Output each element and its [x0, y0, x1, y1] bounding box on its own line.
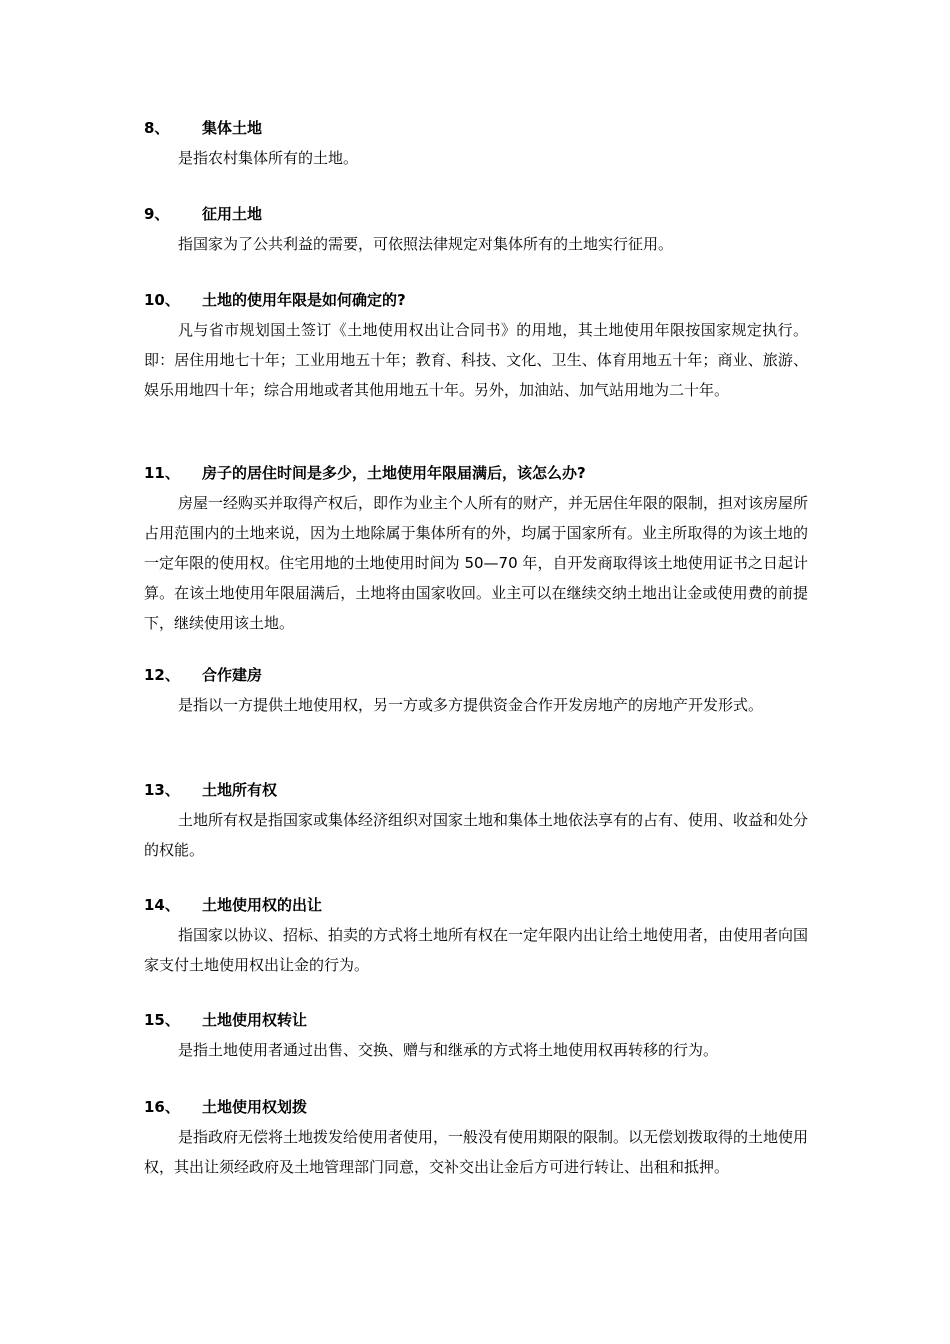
- section-body: 是指以一方提供土地使用权，另一方或多方提供资金合作开发房地产的房地产开发形式。: [178, 696, 764, 714]
- section-heading: [144, 775, 808, 805]
- section-14: [144, 890, 808, 980]
- section-heading: [144, 285, 808, 315]
- section-title: 土地使用权划拨: [202, 1098, 308, 1116]
- section-heading: [144, 1092, 808, 1122]
- section-body: 指国家以协议、招标、拍卖的方式将土地所有权在一定年限内出让给土地使用者，由使用者向国家支付土地使用权出让金的行为。: [144, 926, 809, 974]
- section-title: 房子的居住时间是多少，土地使用年限届满后，该怎么办?: [202, 464, 586, 482]
- section-number: 10、: [144, 291, 180, 309]
- section-13: [144, 775, 808, 865]
- section-body: 房屋一经购买并取得产权后，即作为业主个人所有的财产，并无居住年限的限制，担对该房屋所占用范围内的土地来说，因为土地除属于集体所有的外，均属于国家所有。业主所取得的为该土地的一定年限的使用权。住宅用地的土地使用时间为 50—70 年，自开发商取得该土地使用证书之日起计算。在该土地使用年限届满后，土地将由国家收回。业主可以在继续交纳土地出让金或使用费的前提下，继续使用该土地。: [144, 494, 809, 632]
- section-number: 12、: [144, 666, 180, 684]
- section-title: 土地所有权: [202, 781, 278, 799]
- section-body: 指国家为了公共利益的需要，可依照法律规定对集体所有的土地实行征用。: [178, 235, 674, 253]
- section-11: [144, 458, 808, 638]
- section-heading: [144, 660, 808, 690]
- section-15: [144, 1005, 808, 1065]
- section-number: 9、: [144, 205, 170, 223]
- section-title: 集体土地: [202, 119, 263, 137]
- section-heading: [144, 199, 808, 229]
- section-10: [144, 285, 808, 405]
- section-number: 8、: [144, 119, 170, 137]
- section-heading: [144, 113, 808, 143]
- section-body: 凡与省市规划国土签订《土地使用权出让合同书》的用地，其土地使用年限按国家规定执行。即：居住用地七十年；工业用地五十年；教育、科技、文化、卫生、体育用地五十年；商业、旅游、娱乐用地四十年；综合用地或者其他用地五十年。另外，加油站、加气站用地为二十年。: [144, 321, 808, 399]
- section-title: 土地的使用年限是如何确定的?: [202, 291, 406, 309]
- section-heading: [144, 458, 808, 488]
- section-body: 是指农村集体所有的土地。: [178, 149, 359, 167]
- section-title: 土地使用权转让: [202, 1011, 308, 1029]
- section-number: 11、: [144, 464, 180, 482]
- section-title: 合作建房: [202, 666, 263, 684]
- section-body: 是指政府无偿将土地拨发给使用者使用，一般没有使用期限的限制。以无偿划拨取得的土地使用权，其出让须经政府及土地管理部门同意，交补交出让金后方可进行转让、出租和抵押。: [144, 1128, 809, 1176]
- section-body: 土地所有权是指国家或集体经济组织对国家土地和集体土地依法享有的占有、使用、收益和处分的权能。: [144, 811, 809, 859]
- section-8: [144, 113, 808, 173]
- section-body: 是指土地使用者通过出售、交换、赠与和继承的方式将土地使用权再转移的行为。: [178, 1041, 719, 1059]
- section-heading: [144, 1005, 808, 1035]
- section-title: 征用土地: [202, 205, 263, 223]
- section-number: 16、: [144, 1098, 180, 1116]
- section-number: 15、: [144, 1011, 180, 1029]
- section-12: [144, 660, 808, 720]
- section-16: [144, 1092, 808, 1182]
- section-9: [144, 199, 808, 259]
- section-heading: [144, 890, 808, 920]
- section-number: 14、: [144, 896, 180, 914]
- section-number: 13、: [144, 781, 180, 799]
- section-title: 土地使用权的出让: [202, 896, 323, 914]
